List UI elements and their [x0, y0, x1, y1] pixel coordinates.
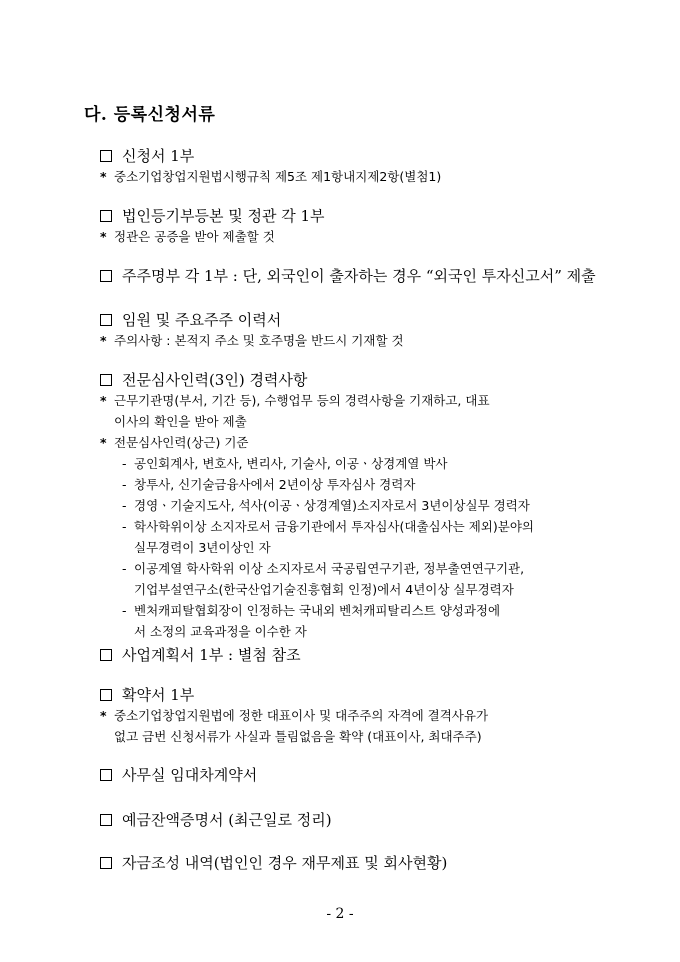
item-label: 전문심사인력(3인) 경력사항	[122, 371, 308, 389]
section-title: 다. 등록신청서류	[84, 105, 216, 125]
note-text: 전문심사인력(상근) 기준	[114, 435, 249, 450]
sub-item-line	[100, 453, 534, 474]
checkbox-icon	[100, 270, 112, 282]
dash-icon: -	[122, 456, 127, 471]
item-heading	[100, 810, 332, 830]
sub-item-line	[100, 516, 534, 537]
checkbox-icon	[100, 857, 112, 869]
asterisk-icon: *	[100, 229, 107, 244]
doc-item	[100, 765, 257, 785]
item-heading	[100, 853, 447, 873]
sub-item-line	[100, 495, 534, 516]
note-line	[100, 432, 534, 453]
checkbox-icon	[100, 150, 112, 162]
asterisk-icon: *	[100, 708, 107, 723]
page-number: - 2 -	[326, 906, 354, 922]
item-heading	[100, 206, 325, 226]
item-label: 법인등기부등본 및 정관 각 1부	[122, 207, 325, 225]
doc-item	[100, 206, 325, 247]
doc-item	[100, 645, 301, 665]
sub-item-text: 실무경력이 3년이상인 자	[134, 540, 271, 555]
dash-icon: -	[122, 498, 127, 513]
sub-item-text: 서 소정의 교육과정을 이수한 자	[134, 624, 307, 639]
item-heading	[100, 266, 596, 286]
item-label: 사업계획서 1부 : 별첨 참조	[122, 646, 301, 664]
item-label: 확약서 1부	[122, 686, 195, 704]
dash-icon: -	[122, 603, 127, 618]
doc-item	[100, 266, 596, 286]
item-label: 사무실 임대차계약서	[122, 766, 258, 784]
sub-item-text: 기업부설연구소(한국산업기술진흥협회 인정)에서 4년이상 실무경력자	[134, 582, 514, 597]
sub-item-line	[100, 474, 534, 495]
note-line	[100, 166, 441, 187]
item-label: 예금잔액증명서 (최근일로 정리)	[122, 811, 332, 829]
sub-item-text: 이공계열 학사학위 이상 소지자로서 국공립연구기관, 정부출연연구기관,	[134, 561, 525, 576]
item-label: 주주명부 각 1부 : 단, 외국인이 출자하는 경우 “외국인 투자신고서” 제출	[122, 267, 596, 285]
sub-item-line	[100, 537, 534, 558]
doc-item	[100, 310, 404, 351]
asterisk-icon: *	[100, 333, 107, 348]
asterisk-icon: *	[100, 435, 107, 450]
note-line	[100, 726, 488, 747]
dash-icon: -	[122, 477, 127, 492]
checkbox-icon	[100, 210, 112, 222]
doc-item	[100, 685, 488, 747]
sub-item-text: 벤처캐피탈협회장이 인정하는 국내외 벤처캐피탈리스트 양성과정에	[134, 603, 501, 618]
note-text: 주의사항 : 본적지 주소 및 호주명을 반드시 기재할 것	[114, 333, 404, 348]
checkbox-icon	[100, 314, 112, 326]
sub-item-line	[100, 621, 534, 642]
doc-item	[100, 146, 441, 187]
checkbox-icon	[100, 649, 112, 661]
note-text: 중소기업창업지원법시행규칙 제5조 제1항내지제2항(별첨1)	[114, 169, 442, 184]
doc-item	[100, 853, 447, 873]
note-line	[100, 411, 534, 432]
note-text: 이사의 확인을 받아 제출	[114, 414, 247, 429]
note-text: 중소기업창업지원법에 정한 대표이사 및 대주주의 자격에 결격사유가	[114, 708, 489, 723]
note-line	[100, 390, 534, 411]
note-text: 없고 금번 신청서류가 사실과 틀림없음을 확약 (대표이사, 최대주주)	[114, 729, 482, 744]
item-heading	[100, 310, 404, 330]
doc-item	[100, 370, 534, 642]
sub-item-text: 학사학위이상 소지자로서 금융기관에서 투자심사(대출심사는 제외)분야의	[134, 519, 534, 534]
sub-item-text: 창투사, 신기술금융사에서 2년이상 투자심사 경력자	[134, 477, 416, 492]
checkbox-icon	[100, 769, 112, 781]
checkbox-icon	[100, 689, 112, 701]
item-label: 임원 및 주요주주 이력서	[122, 311, 282, 329]
sub-item-line	[100, 579, 534, 600]
sub-item-line	[100, 558, 534, 579]
item-heading	[100, 685, 488, 705]
note-line	[100, 226, 325, 247]
note-line	[100, 330, 404, 351]
checkbox-icon	[100, 814, 112, 826]
dash-icon: -	[122, 561, 127, 576]
item-label: 자금조성 내역(법인인 경우 재무제표 및 회사현황)	[122, 854, 448, 872]
sub-item-line	[100, 600, 534, 621]
dash-icon: -	[122, 519, 127, 534]
asterisk-icon: *	[100, 393, 107, 408]
item-heading	[100, 645, 301, 665]
note-text: 근무기관명(부서, 기간 등), 수행업무 등의 경력사항을 기재하고, 대표	[114, 393, 490, 408]
checkbox-icon	[100, 374, 112, 386]
item-heading	[100, 765, 257, 785]
sub-item-text: 공인회계사, 변호사, 변리사, 기술사, 이공ㆍ상경계열 박사	[134, 456, 448, 471]
note-line	[100, 705, 488, 726]
note-text: 정관은 공증을 받아 제출할 것	[114, 229, 275, 244]
item-heading	[100, 370, 534, 390]
asterisk-icon: *	[100, 169, 107, 184]
item-heading	[100, 146, 441, 166]
item-label: 신청서 1부	[122, 147, 195, 165]
doc-item	[100, 810, 332, 830]
sub-item-text: 경영ㆍ기술지도사, 석사(이공ㆍ상경계열)소지자로서 3년이상실무 경력자	[134, 498, 530, 513]
